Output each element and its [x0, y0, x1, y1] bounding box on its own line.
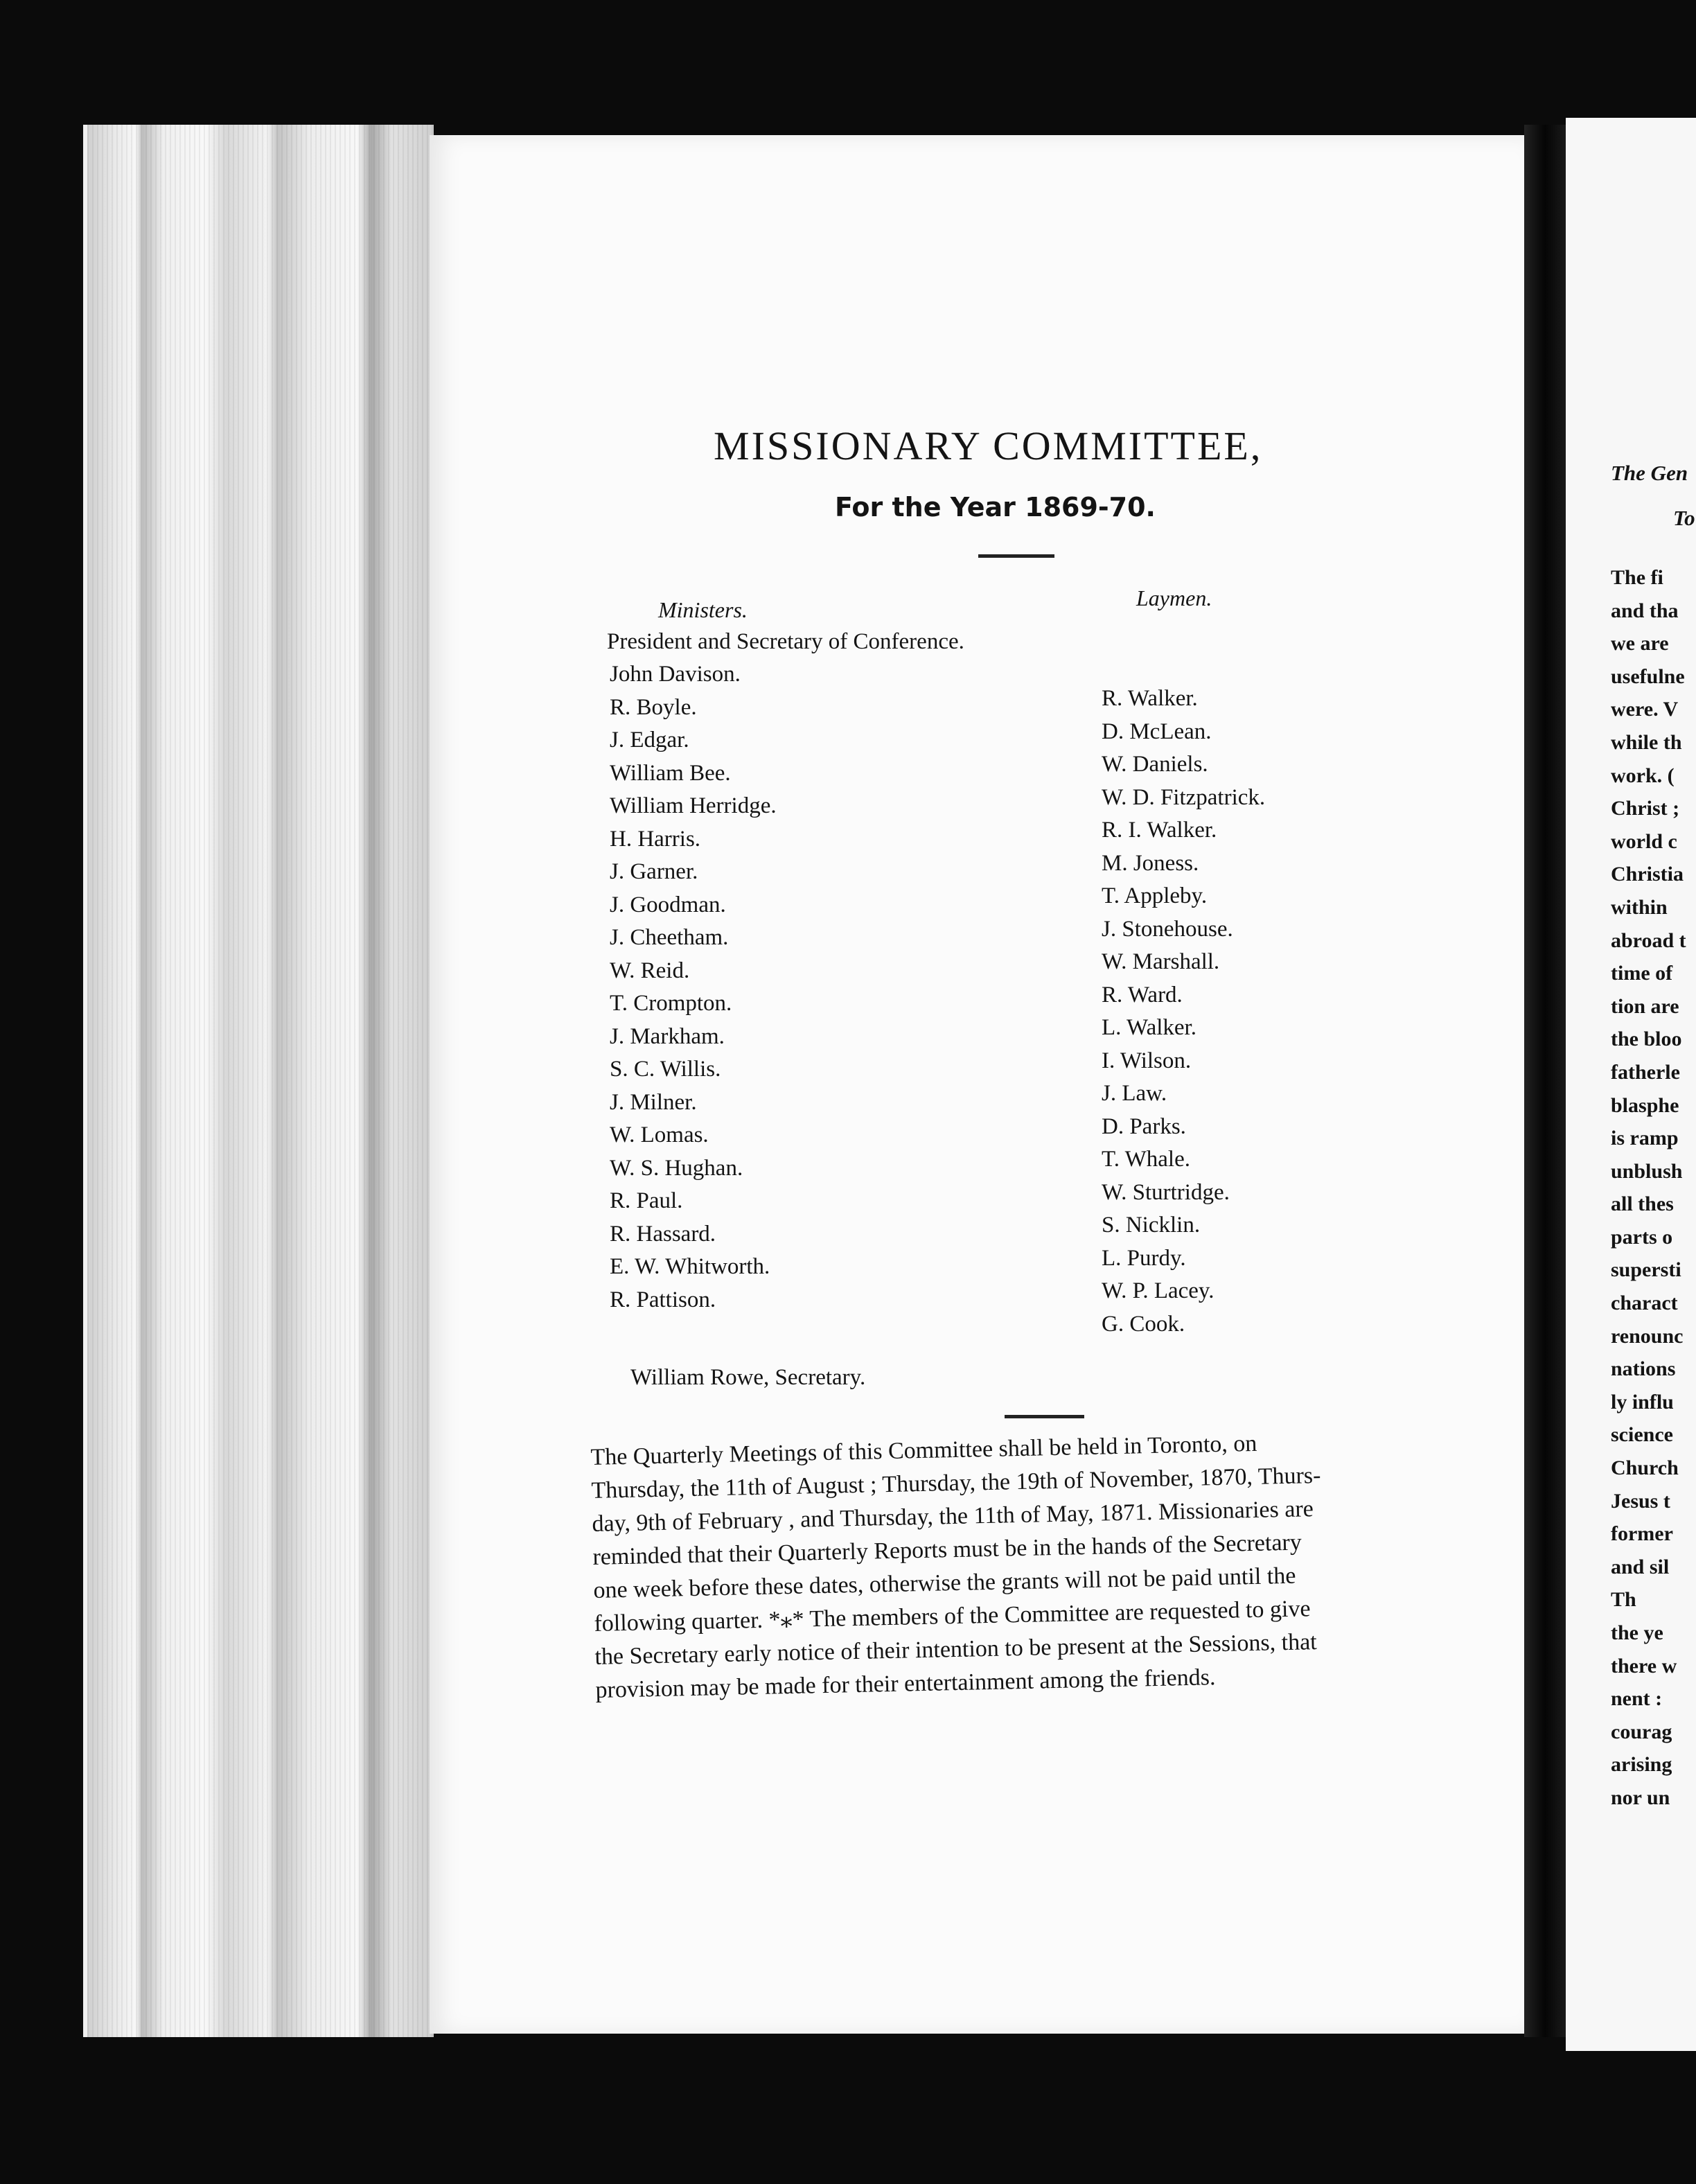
- facing-page-line: arising: [1611, 1753, 1672, 1777]
- facing-page-line: The fi: [1611, 566, 1663, 589]
- layman-name: D. Parks.: [1102, 1113, 1186, 1139]
- facing-page-line: Th: [1611, 1588, 1636, 1612]
- facing-page-line: and sil: [1611, 1555, 1670, 1578]
- facing-page-line: science: [1611, 1423, 1673, 1447]
- facing-page-text: [1611, 561, 1686, 1815]
- facing-page-line: while th: [1611, 730, 1682, 754]
- facing-page-line: former: [1611, 1522, 1673, 1546]
- facing-page-line: Christ ;: [1611, 797, 1680, 820]
- notice-line: Thursday, the 11th of August ; Thursday, the 19th of November, 1870, Thurs-: [591, 1462, 1321, 1504]
- laymen-list: [1102, 682, 1265, 1341]
- facing-page-line: fatherle: [1611, 1060, 1680, 1084]
- facing-page-line: usefulne: [1611, 664, 1685, 688]
- minister-name: S. C. Willis.: [610, 1057, 721, 1082]
- minister-name: J. Milner.: [610, 1089, 697, 1115]
- layman-name: L. Walker.: [1102, 1015, 1196, 1040]
- facing-page-line: unblush: [1611, 1159, 1683, 1183]
- minister-name: J. Markham.: [610, 1023, 725, 1049]
- facing-page-line: and tha: [1611, 599, 1679, 622]
- facing-page-line: nations: [1611, 1357, 1676, 1381]
- facing-page-line: all thes: [1611, 1192, 1674, 1216]
- minister-name: H. Harris.: [610, 826, 701, 852]
- ministers-heading: Ministers.: [658, 597, 748, 622]
- layman-name: T. Appleby.: [1102, 883, 1208, 908]
- notice-line: day, 9th of February , and Thursday, the 11th of May, 1871. Missionaries are: [592, 1496, 1314, 1537]
- minister-name: W. S. Hughan.: [610, 1155, 743, 1181]
- minister-name: W. Lomas.: [610, 1122, 709, 1147]
- facing-page-line: the ye: [1611, 1621, 1663, 1644]
- layman-name: I. Wilson.: [1102, 1048, 1192, 1073]
- notice-line: The Quarterly Meetings of this Committee shall be held in Toronto, on: [590, 1430, 1257, 1470]
- minister-name: R. Boyle.: [610, 694, 697, 720]
- notice-line: reminded that their Quarterly Reports must be in the hands of the Secretary: [592, 1529, 1302, 1570]
- layman-name: W. Daniels.: [1102, 752, 1208, 777]
- layman-name: W. Sturtridge.: [1102, 1179, 1230, 1205]
- facing-page-line: blasphe: [1611, 1093, 1679, 1117]
- facing-page-line: there w: [1611, 1654, 1677, 1677]
- facing-page-line: parts o: [1611, 1225, 1673, 1249]
- layman-name: D. McLean.: [1102, 719, 1212, 744]
- layman-name: J. Stonehouse.: [1102, 916, 1233, 942]
- layman-name: W. D. Fitzpatrick.: [1102, 784, 1266, 810]
- facing-page-line: nent :: [1611, 1687, 1663, 1711]
- facing-page-line: nor un: [1611, 1786, 1670, 1809]
- facing-page-line: Church: [1611, 1456, 1679, 1480]
- secretary-line: William Rowe, Secretary.: [630, 1365, 866, 1390]
- facing-page-line: the bloo: [1611, 1028, 1682, 1051]
- notice-line: the Secretary early notice of their intention to be present at the Sessions, that: [594, 1629, 1318, 1670]
- minister-name: J. Goodman.: [610, 892, 726, 917]
- minister-name: W. Reid.: [610, 958, 690, 983]
- layman-name: M. Joness.: [1102, 850, 1199, 876]
- facing-page-line: we are: [1611, 632, 1669, 655]
- layman-name: J. Law.: [1102, 1081, 1167, 1106]
- page-title: MISSIONARY COMMITTEE,: [714, 423, 1263, 468]
- facing-page: [1566, 118, 1696, 2051]
- facing-page-line: courag: [1611, 1720, 1672, 1743]
- facing-page-line: time of: [1611, 962, 1673, 985]
- layman-name: W. Marshall.: [1102, 949, 1220, 974]
- book-page-edges: [83, 125, 434, 2037]
- facing-page-line: ly influ: [1611, 1390, 1674, 1414]
- minister-name: R. Pattison.: [610, 1287, 716, 1312]
- facing-page-line: Jesus t: [1611, 1489, 1670, 1513]
- facing-page-line: is ramp: [1611, 1127, 1679, 1150]
- facing-page-line: world c: [1611, 829, 1677, 853]
- layman-name: R. Walker.: [1102, 686, 1198, 711]
- book-page: [430, 135, 1524, 2034]
- minister-name: J. Edgar.: [610, 728, 689, 752]
- facing-page-line: tion are: [1611, 994, 1679, 1018]
- facing-page-line: renounc: [1611, 1324, 1684, 1348]
- ministers-lead: President and Secretary of Conference.: [607, 629, 964, 654]
- facing-page-line: work. (: [1611, 764, 1675, 787]
- facing-page-line: were. V: [1611, 698, 1679, 721]
- layman-name: G. Cook.: [1102, 1311, 1185, 1337]
- notice-line: one week before these dates, otherwise the grants will not be paid until the: [593, 1562, 1296, 1603]
- layman-name: L. Purdy.: [1102, 1245, 1186, 1271]
- title-divider: [978, 554, 1054, 558]
- minister-name: J. Cheetham.: [610, 925, 729, 950]
- minister-name: T. Crompton.: [610, 991, 732, 1016]
- minister-name: R. Hassard.: [610, 1221, 716, 1247]
- minister-name: William Bee.: [610, 760, 731, 786]
- facing-page-header: The Gen: [1611, 461, 1688, 485]
- facing-page-line: supersti: [1611, 1258, 1681, 1282]
- notice-line: provision may be made for their entertainment among the friends.: [595, 1664, 1216, 1703]
- book-gutter: [1524, 125, 1566, 2037]
- page-subtitle: For the Year 1869-70.: [835, 492, 1156, 522]
- facing-page-line: within: [1611, 895, 1668, 919]
- quarterly-notice: [590, 1422, 1510, 1707]
- layman-name: R. Ward.: [1102, 982, 1183, 1007]
- layman-name: S. Nicklin.: [1102, 1213, 1201, 1238]
- minister-name: J. Garner.: [610, 859, 698, 884]
- notice-line: following quarter. *⁎* The members of the Committee are requested to give: [594, 1596, 1311, 1637]
- minister-name: E. W. Whitworth.: [610, 1254, 770, 1279]
- minister-name: William Herridge.: [610, 793, 777, 818]
- facing-page-subheader: To: [1673, 506, 1695, 530]
- facing-page-line: abroad t: [1611, 928, 1686, 952]
- facing-page-line: charact: [1611, 1292, 1678, 1315]
- laymen-heading: Laymen.: [1136, 585, 1212, 610]
- facing-page-line: Christia: [1611, 863, 1684, 886]
- layman-name: R. I. Walker.: [1102, 818, 1217, 843]
- minister-name: John Davison.: [610, 662, 741, 687]
- layman-name: W. P. Lacey.: [1102, 1278, 1214, 1303]
- layman-name: T. Whale.: [1102, 1147, 1190, 1172]
- section-divider: [1005, 1415, 1084, 1418]
- minister-name: R. Paul.: [610, 1188, 683, 1213]
- ministers-list: [610, 658, 777, 1316]
